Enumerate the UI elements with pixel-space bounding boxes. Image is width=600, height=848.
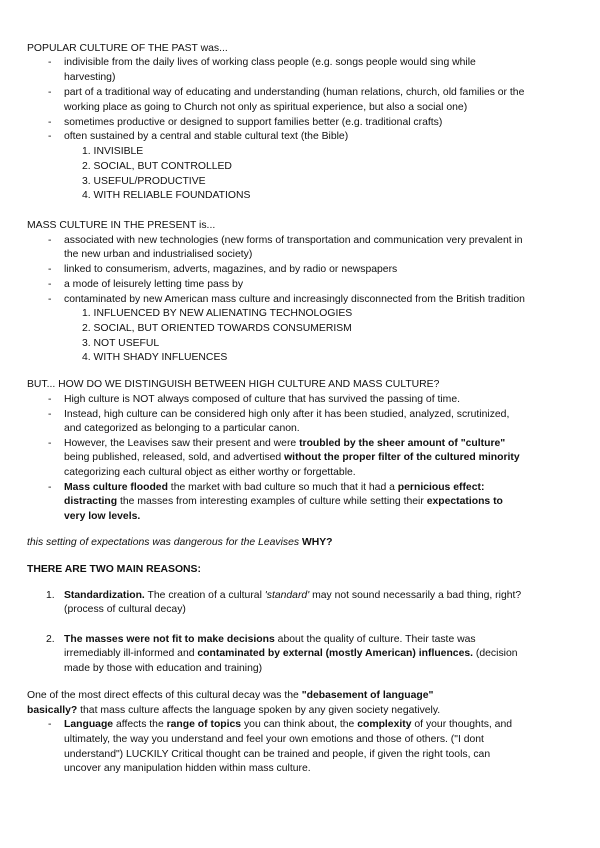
bullet-dash: - [48,131,52,142]
effects-line-1: One of the most direct effects of this cultural decay was the "debasement of language" [27,690,434,701]
distinguish-bullet-4-line-3: very low levels. [64,511,141,522]
bullet-dash: - [48,394,52,405]
distinguish-bullet-1: High culture is NOT always composed of culture that has survived the passing of time. [64,394,460,405]
distinguish-bullet-4-line-2: distracting the masses from interesting examples of culture while setting their expectations to [64,496,503,507]
reason-2-line-3: made by those with education and training) [64,663,263,674]
distinguish-heading: BUT... HOW DO WE DISTINGUISH BETWEEN HIGH CULTURE AND MASS CULTURE? [27,379,440,390]
distinguish-bullet-2-line-1: Instead, high culture can be considered high only after it has been studied, analyzed, scrutinized, [64,409,510,420]
mass-bullet-3: a mode of leisurely letting time pass by [64,279,244,290]
popular-numbered-3: 3. USEFUL/PRODUCTIVE [82,176,206,187]
reason-2-line-1: The masses were not fit to make decisions about the quality of culture. Their taste was [64,634,476,645]
mass-bullet-1-line-1: associated with new technologies (new forms of transportation and communication very prevalent in [64,235,523,246]
bullet-dash: - [48,117,52,128]
popular-bullet-4: often sustained by a central and stable cultural text (the Bible) [64,131,349,142]
bullet-dash: - [48,294,52,305]
reason-1-number: 1. [46,590,55,601]
popular-bullet-2-line-1: part of a traditional way of educating and understanding (human relations, church, old families or the [64,87,525,98]
reason-2-line-2: irremediably ill-informed and contaminated by external (mostly American) influences. (decision [64,648,518,659]
reason-1-line-2: (process of cultural decay) [64,604,186,615]
distinguish-bullet-3-line-2: being published, released, sold, and advertised without the proper filter of the cultured minority [64,452,520,463]
language-bullet-line-2: ultimately, the way you understand and feel your own emotions and those of others. ("I dont [64,734,484,745]
mass-numbered-2: 2. SOCIAL, BUT ORIENTED TOWARDS CONSUMERISM [82,323,352,334]
bullet-dash: - [48,719,52,730]
language-bullet-line-4: uncover any manipulation hidden within mass culture. [64,763,311,774]
popular-bullet-3: sometimes productive or designed to support families better (e.g. traditional crafts) [64,117,443,128]
mass-culture-heading: MASS CULTURE IN THE PRESENT is... [27,220,216,231]
popular-bullet-1-line-2: harvesting) [64,72,116,83]
effects-line-2: basically? that mass culture affects the language spoken by any given society negatively. [27,705,441,716]
mass-numbered-1: 1. INFLUENCED BY NEW ALIENATING TECHNOLOGIES [82,308,353,319]
mass-bullet-4: contaminated by new American mass culture and increasingly disconnected from the British tradition [64,294,525,305]
language-bullet-line-1: Language affects the range of topics you can think about, the complexity of your thoughts, and [64,719,513,730]
distinguish-bullet-3-line-1: However, the Leavises saw their present and were troubled by the sheer amount of "culture" [64,438,506,449]
mass-numbered-3: 3. NOT USEFUL [82,338,160,349]
distinguish-bullet-2-line-2: and categorized as belonging to a particular canon. [64,423,300,434]
bullet-dash: - [48,264,52,275]
bullet-dash: - [48,235,52,246]
mass-bullet-1-line-2: the new urban and industrialised society) [64,249,253,260]
bullet-dash: - [48,57,52,68]
reason-1-line-1: Standardization. The creation of a cultural 'standard' may not sound necessarily a bad thing, right? [64,590,522,601]
language-bullet-line-3: understand") LUCKILY Critical thought can be trained and people, if given the right tools, can [64,749,491,760]
reasons-heading: THERE ARE TWO MAIN REASONS: [27,564,201,575]
popular-numbered-4: 4. WITH RELIABLE FOUNDATIONS [82,190,251,201]
popular-numbered-1: 1. INVISIBLE [82,146,144,157]
bullet-dash: - [48,438,52,449]
mass-bullet-2: linked to consumerism, adverts, magazines, and by radio or newspapers [64,264,398,275]
popular-bullet-2-line-2: working place as going to Church not only as spiritual experience, but also a social one) [64,102,468,113]
bullet-dash: - [48,87,52,98]
bullet-dash: - [48,279,52,290]
why-line: this setting of expectations was dangerous for the Leavises WHY? [27,537,333,548]
popular-numbered-2: 2. SOCIAL, BUT CONTROLLED [82,161,232,172]
distinguish-bullet-3-line-3: categorizing each cultural object as either worthy or forgettable. [64,467,356,478]
popular-culture-heading: POPULAR CULTURE OF THE PAST was... [27,43,228,54]
reason-2-number: 2. [46,634,55,645]
distinguish-bullet-4-line-1: Mass culture flooded the market with bad culture so much that it had a pernicious effect: [64,482,485,493]
bullet-dash: - [48,409,52,420]
popular-bullet-1-line-1: indivisible from the daily lives of working class people (e.g. songs people would sing while [64,57,476,68]
bullet-dash: - [48,482,52,493]
mass-numbered-4: 4. WITH SHADY INFLUENCES [82,352,228,363]
